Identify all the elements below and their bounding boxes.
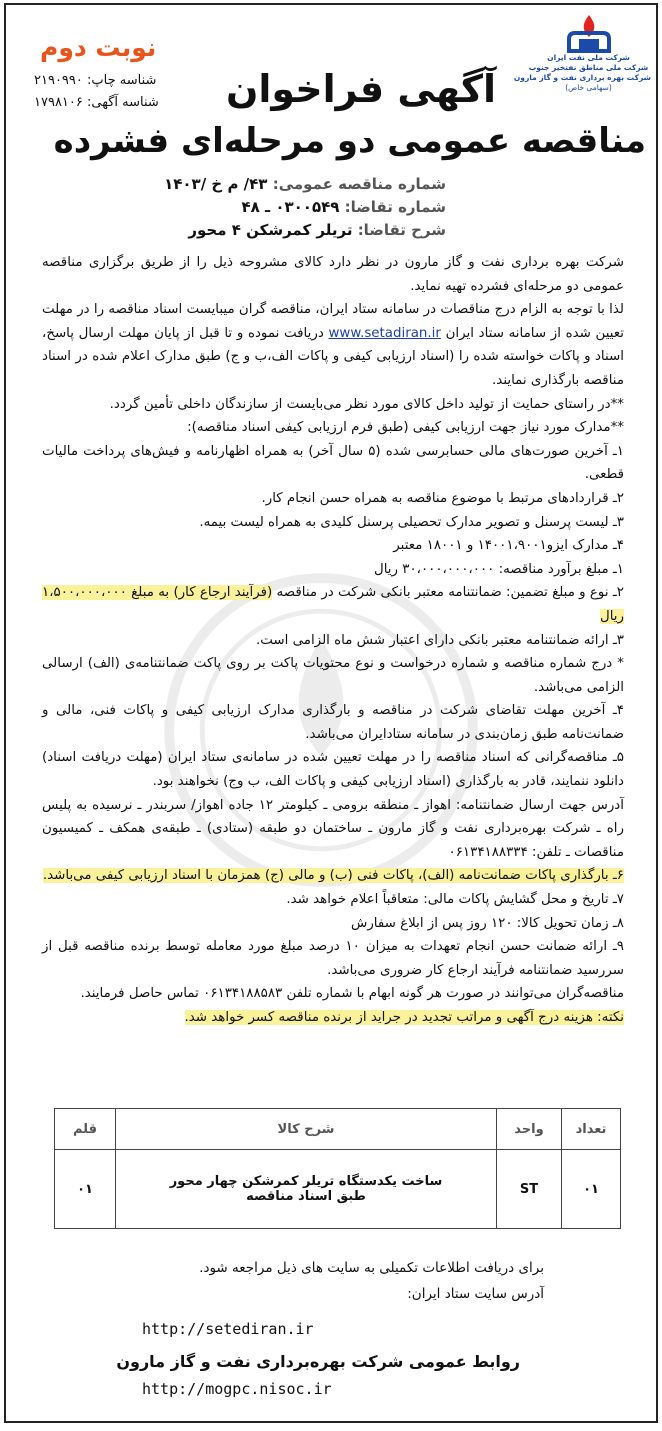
tender-number-value: ۴۳/ م خ /۱۴۰۳ [164, 175, 268, 193]
stage-label: نوبت دوم [40, 33, 157, 62]
cell-desc [116, 1150, 497, 1229]
penalty-text-a: ۵ـ مناقصه‌گرانی که اسناد مناقصه را در مهلت تعیین شده در سامانه‌ی ستاد ایران (مهلت دریافت اسناد) دانلود ننمایند، قادر به بارگذاری [42, 750, 624, 790]
tender-notice [4, 3, 658, 1423]
opening-date: ۷ـ تاریخ و محل گشایش پاکات مالی: متعاقباً اعلام خواهد شد. [286, 892, 624, 908]
request-number-value: ۰۳۰۰۵۴۹ ـ ۴۸ [241, 198, 340, 216]
setad-text-c: (اسناد ارزیابی کیفی و پاکات الف،ب و ج) [225, 349, 455, 365]
logo-line-3: شرکت بهره برداری نفت و گاز مارون [513, 73, 651, 82]
tender-number-label: شماره مناقصه عمومی: [272, 175, 446, 193]
deadline-upload: ۴ـ آخرین مهلت تقاضای شرکت در مناقصه و بارگذاری مدارک ارزیابی کیفی و پاکات فنی، مالی و ضمانت‌نامه طبق زمان‌بندی در سامانه ستادایران می‌باشد. [42, 703, 624, 742]
setad-text-a: لذا با توجه به الزام درج مناقصات در سامانه ستاد ایران، مناقصه گران میبایست اسناد مناقصه را در مهلت تعیین شده از سامانه ستاد ایران [42, 302, 624, 341]
ad-id: شناسه آگهی: ۱۷۹۸۱۰۶ [34, 95, 159, 110]
col-header-item: قلم [55, 1109, 116, 1150]
guarantee-highlight: (فرآیند ارجاع کار) به مبلغ ۱،۵۰۰،۰۰۰،۰۰۰ ریال [42, 585, 624, 624]
logo-line-2: شرکت ملی مناطق نفتخیز جنوب [528, 63, 649, 72]
support-note: **در راستای حمایت از تولید داخل کالای مورد نظر می‌بایست از سازندگان داخلی تأمین گردد. [109, 396, 624, 412]
public-relations-signature: روابط عمومی شرکت بهره‌برداری نفت و گاز مارون [116, 1352, 520, 1371]
cost-note [42, 1006, 624, 1030]
doc-item-1: ۱ـ آخرین صورت‌های مالی حسابرسی شده (۵ سال آخر) به همراه اظهارنامه و فیش‌های پرداخت مالیات قطعی. [42, 443, 624, 483]
notice-body [42, 251, 624, 1030]
address-paragraph: آدرس جهت ارسال ضمانتنامه: اهواز ـ منطقه برومی ـ کیلومتر ۱۲ جاده اهواز/ سربندر ـ نرسیده به پلیس راه ـ شرکت بهره‌برداری نفت و گاز مارون ـ ساختمان دو طبقه (ستادی) ـ طبقه‌ی همکف ـ کمیسیون مناقصات ـ تلفن: ۰۶۱۳۴۱۸۸۳۳۴ [42, 797, 624, 860]
penalty-text-b: (اسناد ارزیابی کیفی و پاکات الف، ب وج) [223, 774, 452, 790]
penalty-text-c: نخواهند بود. [152, 774, 219, 790]
contact-line: مناقصه‌گران می‌توانند در صورت هر گونه ابهام با شماره تلفن ۰۶۱۳۴۱۸۸۵۸۳ تماس حاصل فرمایند. [80, 986, 624, 1002]
estimate-amount: ۱ـ مبلغ برآورد مناقصه: ۳۰،۰۰۰،۰۰۰،۰۰۰ ریال [373, 561, 624, 577]
doc-item-4: ۴ـ مدارک ایزو۱۴۰۰۱،۹۰۰۱ و ۱۸۰۰۱ معتبر [393, 538, 624, 554]
company-url-link[interactable]: http://mogpc.nisoc.ir [142, 1380, 332, 1398]
request-number-label: شماره تقاضا: [344, 198, 446, 216]
setad-paragraph [42, 298, 624, 392]
col-header-unit: واحد [497, 1109, 562, 1150]
upload-note-text: ۶ـ بارگذاری پاکات ضمانت‌نامه (الف)، پاکات فنی (ب) و مالی (ج) همزمان با اسناد ارزیابی کیفی می‌باشد. [42, 868, 624, 884]
info-line: برای دریافت اطلاعات تکمیلی به سایت های ذیل مراجعه شود. [199, 1260, 544, 1276]
setad-text-b: دریافت نموده و تا قبل از پایان مهلت ارسال پاسخ، اسناد و پاکات خواسته شده را [42, 325, 624, 365]
guarantee-text-a: ۲ـ نوع و مبلغ تضمین: ضمانتنامه معتبر بانکی شرکت در مناقصه [276, 585, 624, 601]
logo-line-4: (سهامی خاص) [565, 83, 612, 92]
delivery-time: ۸ـ زمان تحویل کالا: ۱۲۰ روز پس از ابلاغ سفارش [350, 915, 624, 931]
logo-line-1: شرکت ملی نفت ایران [547, 53, 630, 62]
request-description [188, 221, 446, 239]
setad-site-link[interactable]: www.setadiran.ir [328, 325, 441, 341]
performance-guarantee: ۹ـ ارائه ضمانت حسن انجام تعهدات به میزان ۱۰ درصد مبلغ مورد معامله توسط برنده مناقصه قبل از سررسید ضمانتنامه فرآیند ارجاع کار ضروری می‌باشد. [42, 939, 624, 978]
setad-url-link[interactable]: http://setediran.ir [142, 1320, 314, 1338]
cell-qty: ۰۱ [562, 1150, 621, 1229]
cost-note-text: نکته: هزینه درج آگهی و مراتب تجدید در جراید از برنده مناقصه کسر خواهد شد. [184, 1010, 624, 1025]
guarantee-paragraph [42, 581, 624, 628]
upload-note [42, 864, 624, 888]
title-line-1: آگهی فراخوان [225, 67, 497, 111]
setad-text-d: طبق مدارک اعلام شده در اسناد مناقصه بارگذاری نمایند. [42, 349, 624, 388]
setad-address-label: آدرس سایت ستاد ایران: [407, 1286, 544, 1302]
intro-paragraph: شرکت بهره برداری نفت و گاز مارون در نظر دارد کالای مشروحه ذیل را از طریق برگزاری مناقصه عمومی دو مرحله‌ای فشرده تهیه نماید. [42, 255, 624, 294]
items-table [54, 1108, 621, 1229]
cell-unit: ST [497, 1150, 562, 1229]
print-id: شناسه چاپ: ۲۱۹۰۹۹۰ [34, 73, 157, 88]
cell-desc-line-2: طبق اسناد مناقصه [246, 1189, 366, 1204]
table-header-row [55, 1109, 621, 1150]
request-description-value: تریلر کمرشکن ۴ محور [188, 221, 353, 239]
table-row [55, 1150, 621, 1229]
company-logo [513, 13, 651, 93]
cell-item: ۰۱ [55, 1150, 116, 1229]
cell-desc-line-1: ساخت یکدستگاه تریلر کمرشکن چهار محور [169, 1174, 443, 1189]
penalty-paragraph [42, 746, 624, 793]
request-description-label: شرح تقاضا: [357, 221, 446, 239]
doc-item-3: ۳ـ لیست پرسنل و تصویر مدارک تحصیلی پرسنل کلیدی به همراه لیست بیمه. [199, 514, 624, 530]
doc-item-2: ۲ـ قراردادهای مرتبط با موضوع مناقصه به همراه حسن انجام کار. [261, 490, 624, 506]
request-number [241, 198, 446, 216]
col-header-desc: شرح کالا [116, 1109, 497, 1150]
docs-heading: **مدارک مورد نیاز جهت ارزیابی کیفی (طبق فرم ارزیابی کیفی اسناد مناقصه): [187, 420, 624, 436]
tender-number [164, 175, 446, 193]
title-line-2: مناقصه عمومی دو مرحله‌ای فشرده [53, 121, 646, 161]
envelope-note: * درج شماره مناقصه و شماره درخواست و نوع محتویات پاکت بر روی پاکت ضمانتنامه‌ی (الف) ارسالی الزامی می‌باشد. [42, 656, 624, 695]
col-header-qty: تعداد [562, 1109, 621, 1150]
guarantee-validity: ۳ـ ارائه ضمانتنامه معتبر بانکی دارای اعتبار شش ماه الزامی است. [256, 632, 624, 648]
nioc-logo-icon [563, 13, 615, 53]
